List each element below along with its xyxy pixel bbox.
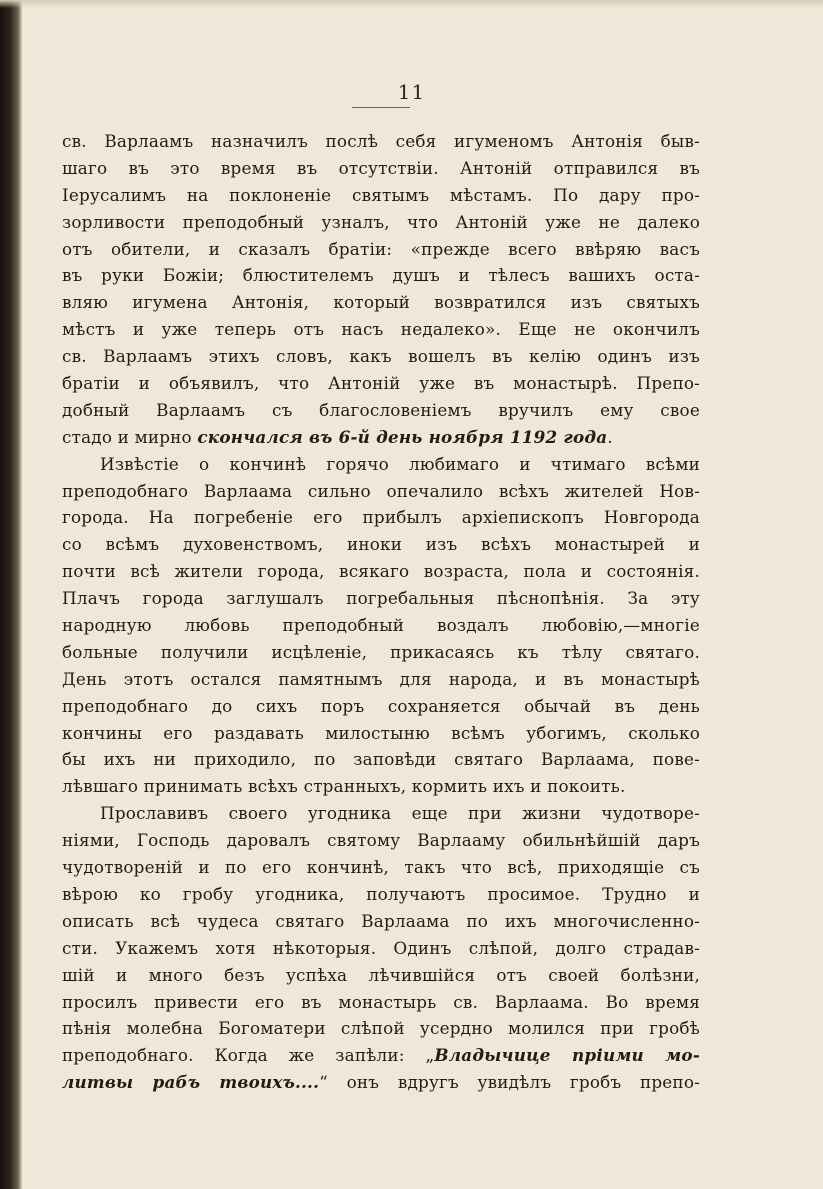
text-line <box>62 316 700 343</box>
line-text: въ руки Божіи; блюстителемъ душъ и тѣлесъ вашихъ оста- <box>62 265 700 286</box>
text-line <box>62 800 700 827</box>
text-line <box>62 693 700 720</box>
text-line <box>62 989 700 1016</box>
line-text: добный Варлаамъ съ благословеніемъ вручилъ ему свое <box>62 399 700 420</box>
line-text: мѣстъ и уже теперь отъ насъ недалеко». Еще не окончилъ <box>62 319 700 340</box>
text-line <box>62 1069 700 1096</box>
line-text: св. Варлаамъ назначилъ послѣ себя игуменомъ Антонія быв- <box>62 131 700 151</box>
scan-top-edge <box>0 0 823 8</box>
text-line <box>62 531 700 558</box>
text-line <box>62 908 700 935</box>
emphasized-text: скончался въ 6-й день ноября 1192 года <box>197 426 608 447</box>
line-text: пѣнія молебна Богоматери слѣпой усердно молился при гробѣ <box>62 1018 700 1039</box>
text-line <box>62 1015 700 1042</box>
line-text: День этотъ остался памятнымъ для народа, и въ монастырѣ <box>62 668 700 689</box>
text-line <box>62 666 700 693</box>
text-line <box>62 558 700 585</box>
line-text: преподобнаго. Когда же запѣли: „ <box>62 1045 435 1066</box>
text-line <box>62 424 700 451</box>
line-text: отъ обители, и сказалъ братіи: «прежде всего ввѣряю васъ <box>62 238 700 259</box>
text-line <box>62 289 700 316</box>
text-line <box>62 370 700 397</box>
line-text: города. На погребеніе его прибылъ архіепископъ Новгорода <box>62 507 700 528</box>
text-line <box>62 720 700 747</box>
scan-binding-edge <box>0 0 22 1189</box>
line-text: Прославивъ своего угодника еще при жизни чудотворе- <box>100 803 700 824</box>
text-line <box>62 585 700 612</box>
text-line <box>62 128 700 155</box>
text-line <box>62 612 700 639</box>
text-line <box>62 236 700 263</box>
page-number: 11 <box>397 80 426 104</box>
line-text: кончины его раздавать милостыню всѣмъ убогимъ, сколько <box>62 722 700 743</box>
line-text: описать всѣ чудеса святаго Варлаама по ихъ многочисленно- <box>62 910 700 931</box>
line-text: шій и много безъ успѣха лѣчившійся отъ своей болѣзни, <box>62 964 700 985</box>
text-line <box>62 478 700 505</box>
text-line <box>62 182 700 209</box>
text-line <box>62 962 700 989</box>
line-text: со всѣмъ духовенствомъ, иноки изъ всѣхъ монастырей и <box>62 534 700 555</box>
text-line <box>62 881 700 908</box>
text-line <box>62 343 700 370</box>
page-number-rule <box>352 107 410 108</box>
line-text: шаго въ это время въ отсутствіи. Антоній отправился въ <box>62 157 700 178</box>
text-line <box>62 262 700 289</box>
text-line <box>62 827 700 854</box>
line-text: братіи и объявилъ, что Антоній уже въ монастырѣ. Препо- <box>62 373 700 394</box>
text-line <box>62 1042 700 1069</box>
text-line <box>62 397 700 424</box>
line-text: стадо и мирно <box>62 426 198 447</box>
text-line <box>62 746 700 773</box>
line-text: вѣрою ко гробу угодника, получаютъ просимое. Трудно и <box>62 883 700 904</box>
text-line <box>62 209 700 236</box>
line-text: больные получили исцѣленіе, прикасаясь къ тѣлу святаго. <box>62 641 700 662</box>
line-text: почти всѣ жители города, всякаго возраста, пола и состоянія. <box>62 561 700 582</box>
text-line <box>62 451 700 478</box>
line-text: Извѣстіе о кончинѣ горячо любимаго и чтимаго всѣми <box>100 453 700 474</box>
text-line <box>62 773 700 800</box>
emphasized-text: литвы рабъ твоихъ.... <box>62 1072 320 1093</box>
text-line <box>62 639 700 666</box>
line-text-after: . <box>607 426 613 447</box>
line-text: сти. Укажемъ хотя нѣкоторыя. Одинъ слѣпой, долго страдав- <box>62 937 700 958</box>
text-line <box>62 854 700 881</box>
body-text <box>62 128 700 1096</box>
text-line <box>62 504 700 531</box>
text-line <box>62 935 700 962</box>
line-text: вляю игумена Антонія, который возвратился изъ святыхъ <box>62 292 700 313</box>
line-text-after: “ онъ вдругъ увидѣлъ гробъ препо- <box>319 1072 700 1093</box>
line-text: Плачъ города заглушалъ погребальныя пѣснопѣнія. За эту <box>62 588 700 609</box>
emphasized-text: Владычице пріими мо- <box>434 1045 700 1066</box>
line-text: чудотвореній и по его кончинѣ, такъ что всѣ, приходящіе съ <box>62 857 700 878</box>
line-text: просилъ привести его въ монастырь св. Варлаама. Во время <box>62 991 700 1012</box>
line-text: зорливости преподобный узналъ, что Антоній уже не далеко <box>62 211 700 232</box>
text-line <box>62 155 700 182</box>
line-text: ніями, Господь даровалъ святому Варлааму обильнѣйшій даръ <box>62 830 700 851</box>
line-text: св. Варлаамъ этихъ словъ, какъ вошелъ въ келію одинъ изъ <box>62 346 700 367</box>
line-text: лѣвшаго принимать всѣхъ странныхъ, кормить ихъ и покоить. <box>62 776 626 797</box>
line-text: Іерусалимъ на поклоненіе святымъ мѣстамъ. По дару про- <box>62 184 700 205</box>
line-text: народную любовь преподобный воздалъ любовію,—многіе <box>62 615 700 636</box>
line-text: преподобнаго до сихъ поръ сохраняется обычай въ день <box>62 695 700 716</box>
line-text: преподобнаго Варлаама сильно опечалило всѣхъ жителей Нов- <box>62 480 700 501</box>
line-text: бы ихъ ни приходило, по заповѣди святаго Варлаама, пове- <box>62 749 700 770</box>
